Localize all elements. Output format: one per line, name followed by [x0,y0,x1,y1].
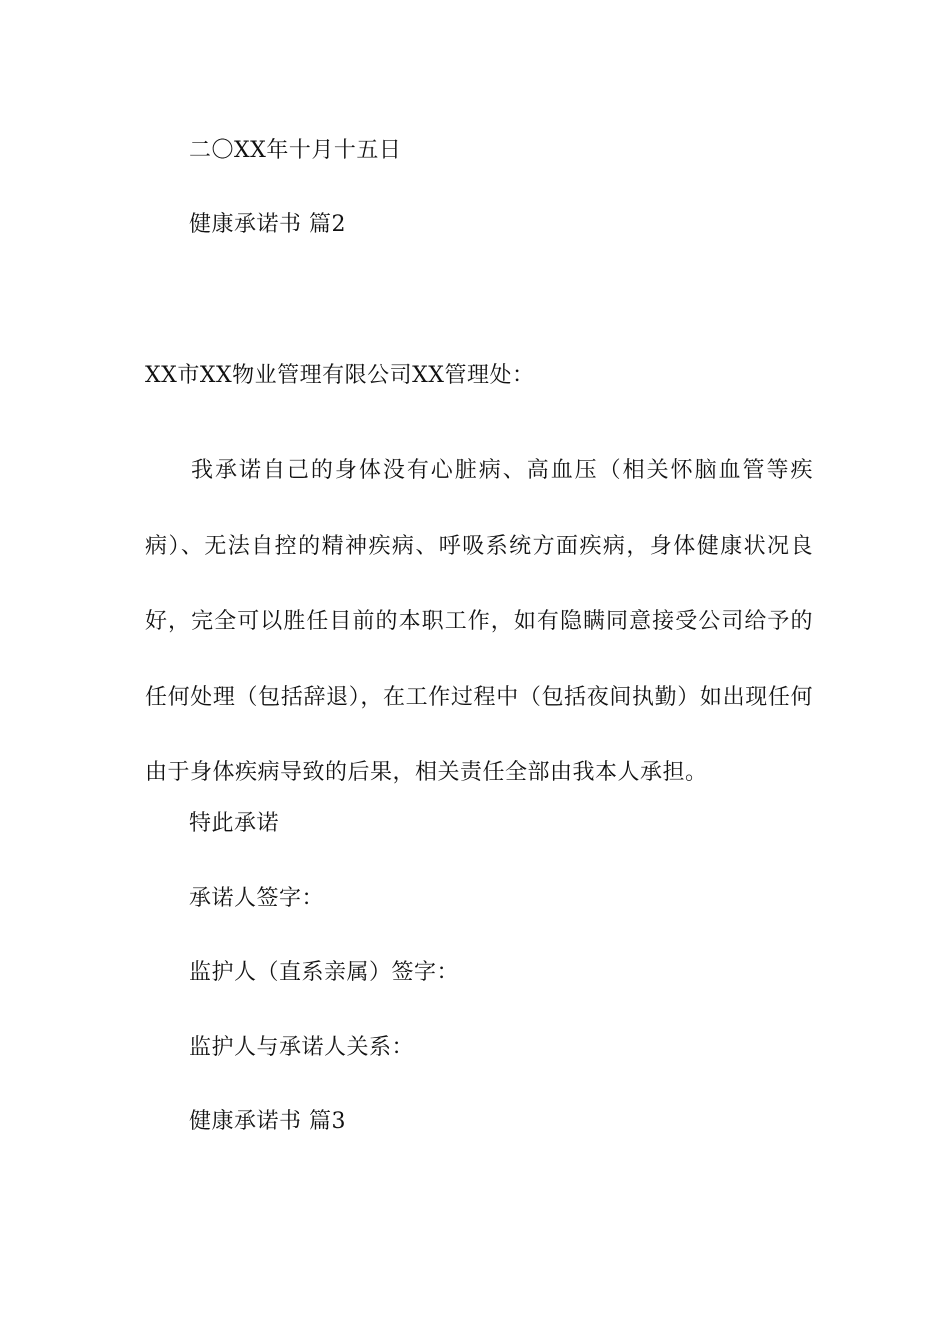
section-heading-2: 健康承诺书 篇2 [189,212,346,237]
closing-line: 特此承诺 [189,811,280,836]
commitment-body-paragraph: 我承诺自己的身体没有心脏病、高血压（相关怀脑血管等疾病）、无法自控的精神疾病、呼吸系统方面疾病，身体健康状况良好，完全可以胜任目前的本职工作，如有隐瞒同意接受公司给予的任何处理（包括辞退），在工作过程中（包括夜间执勤）如出现任何由于身体疾病导致的后果，相关责任全部由我本人承担。 [145,458,813,785]
guardian-signature-line: 监护人（直系亲属）签字： [189,960,460,985]
section-heading-3: 健康承诺书 篇3 [189,1109,346,1134]
date-line: 二〇XX年十月十五日 [189,138,402,163]
guardian-relation-line: 监护人与承诺人关系： [189,1035,415,1060]
addressee-line: XX市XX物业管理有限公司XX管理处： [145,363,535,388]
signature-line: 承诺人签字： [189,886,325,911]
